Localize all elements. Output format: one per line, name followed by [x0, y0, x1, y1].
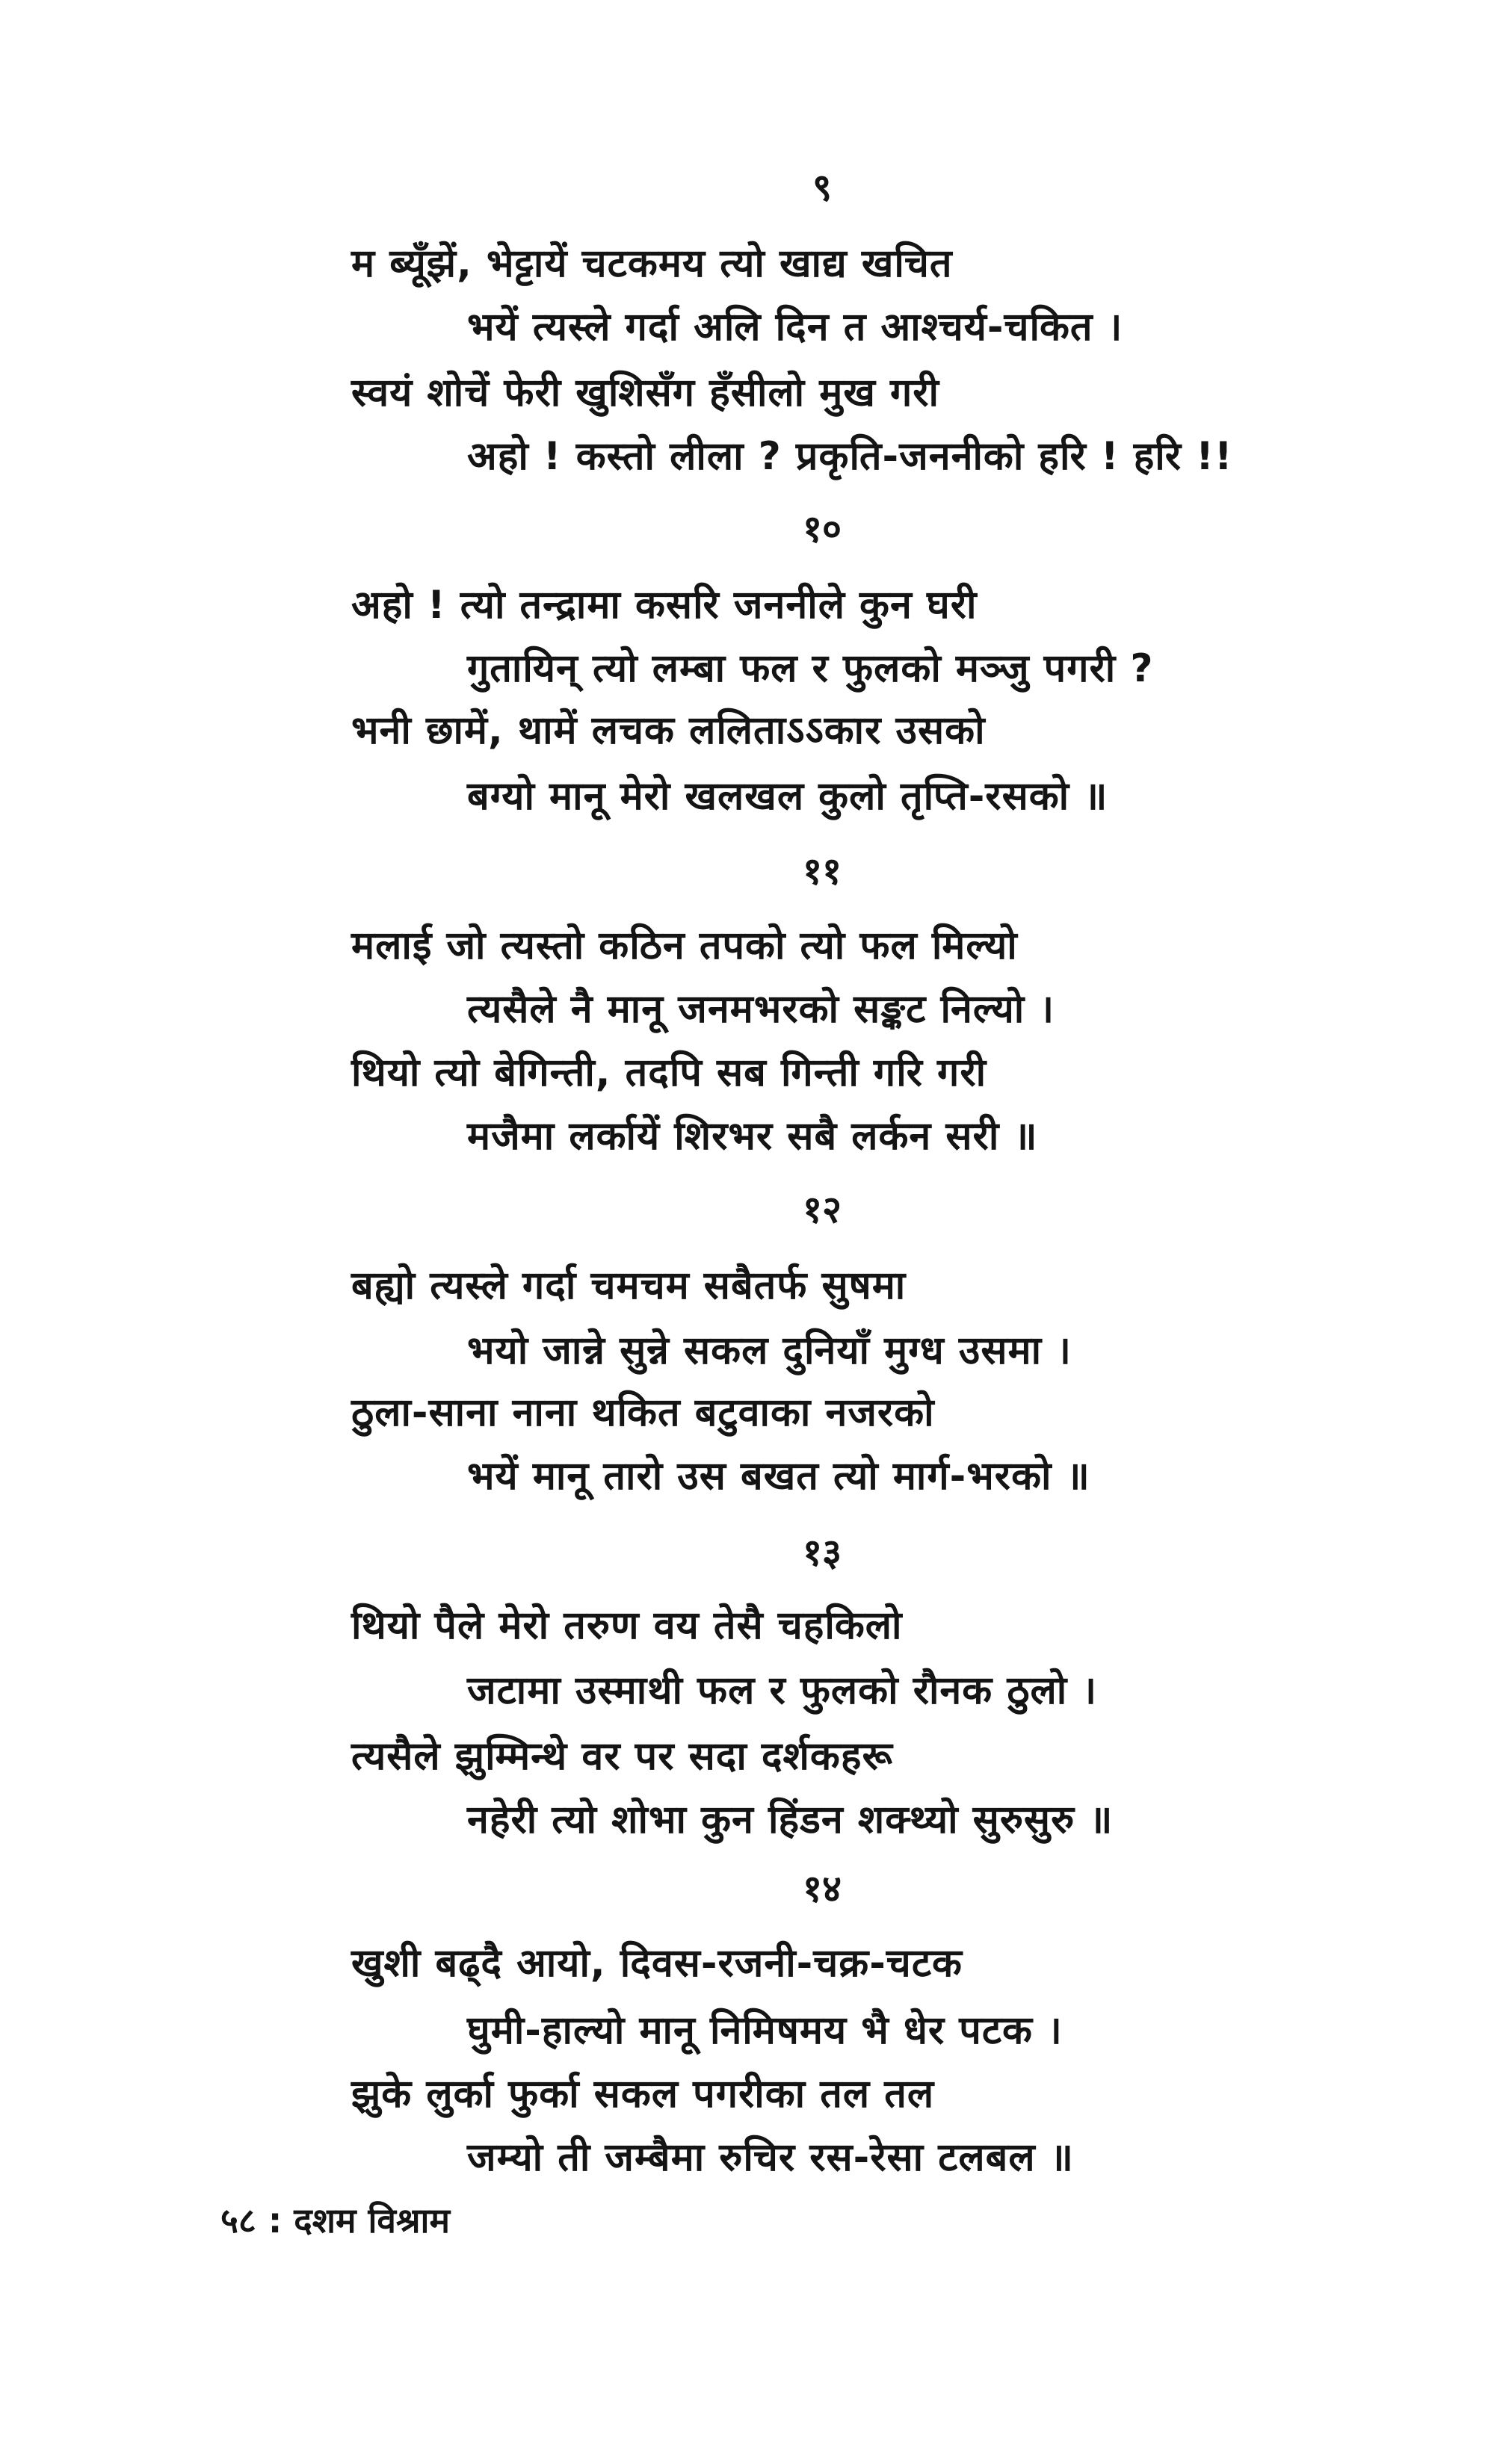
- verse-line: थियो पैले मेरो तरुण वय तेसै चहकिलो: [351, 1603, 903, 1648]
- verse-line: मलाई जो त्यस्तो कठिन तपको त्यो फल मिल्यो: [351, 923, 1018, 968]
- verse-line: बह्यो त्यस्ले गर्दा चमचम सबैतर्फ सुषमा: [351, 1263, 907, 1308]
- verse-line: अहो ! त्यो तन्द्रामा कसरि जननीले कुन घरी: [351, 583, 978, 628]
- verse-line: भयें मानू तारो उस बखत त्यो मार्ग-भरको ॥: [467, 1454, 1090, 1499]
- verse-line: गुतायिन् त्यो लम्बा फल र फुलको मञ्जु पगरी ?: [467, 646, 1154, 691]
- verse-line: ठुला-साना नाना थकित बटुवाका नजरको: [351, 1390, 935, 1435]
- stanza-number: १०: [803, 507, 842, 551]
- verse-line: स्वयं शोचें फेरी खुशिसँग हँसीलो मुख गरी: [351, 371, 939, 415]
- verse-line: त्यसैले नै मानू जनमभरको सङ्कट निल्यो ।: [467, 987, 1055, 1032]
- stanza-number: १२: [803, 1188, 842, 1231]
- verse-line: अहो ! कस्तो लीला ? प्रकृति-जननीको हरि ! हरि !!: [467, 434, 1233, 479]
- verse-line: जम्यो ती जम्बैमा रुचिर रस-रेसा टलबल ॥: [467, 2135, 1074, 2180]
- verse-line: भयें त्यस्ले गर्दा अलि दिन त आश्चर्य-चकित ।: [467, 305, 1123, 350]
- page-footer: ५८ : दशम विश्राम: [220, 2200, 450, 2241]
- verse-line: बग्यो मानू मेरो खलखल कुलो तृप्ति-रसको ॥: [467, 774, 1108, 819]
- verse-line: भयो जान्ने सुन्ने सकल दुनियाँ मुग्ध उसमा ।: [467, 1328, 1072, 1373]
- stanza-number: ९: [812, 166, 832, 209]
- verse-line: जटामा उस्माथी फल र फुलको रौनक ठुलो ।: [467, 1668, 1098, 1713]
- verse-line: खुशी बढ्दै आयो, दिवस-रजनी-चक्र-चटक: [351, 1941, 963, 1986]
- verse-line: घुमी-हाल्यो मानू निमिषमय भै धेर पटक ।: [467, 2008, 1063, 2053]
- verse-line: मजैमा लर्कायें शिरभर सबै लर्कन सरी ॥: [467, 1114, 1038, 1159]
- verse-line: थियो त्यो बेगिन्ती, तदपि सब गिन्ती गरि गरी: [351, 1050, 987, 1095]
- verse-line: भनी छामें, थामें लचक ललिताऽऽकार उसको: [351, 708, 986, 753]
- verse-line: म ब्यूँझें, भेट्टायें चटकमय त्यो खाद्य खचित: [351, 241, 953, 286]
- stanza-number: ११: [803, 849, 842, 893]
- verse-line: नहेरी त्यो शोभा कुन हिंडन शक्थ्यो सुरुसुरु ॥: [467, 1798, 1114, 1842]
- verse-line: झुके लुर्का फुर्का सकल पगरीका तल तल: [351, 2072, 935, 2117]
- verse-line: त्यसैले झुम्मिन्थे वर पर सदा दर्शकहरू: [351, 1734, 893, 1779]
- stanza-number: १४: [803, 1867, 842, 1910]
- stanza-number: १३: [803, 1531, 842, 1574]
